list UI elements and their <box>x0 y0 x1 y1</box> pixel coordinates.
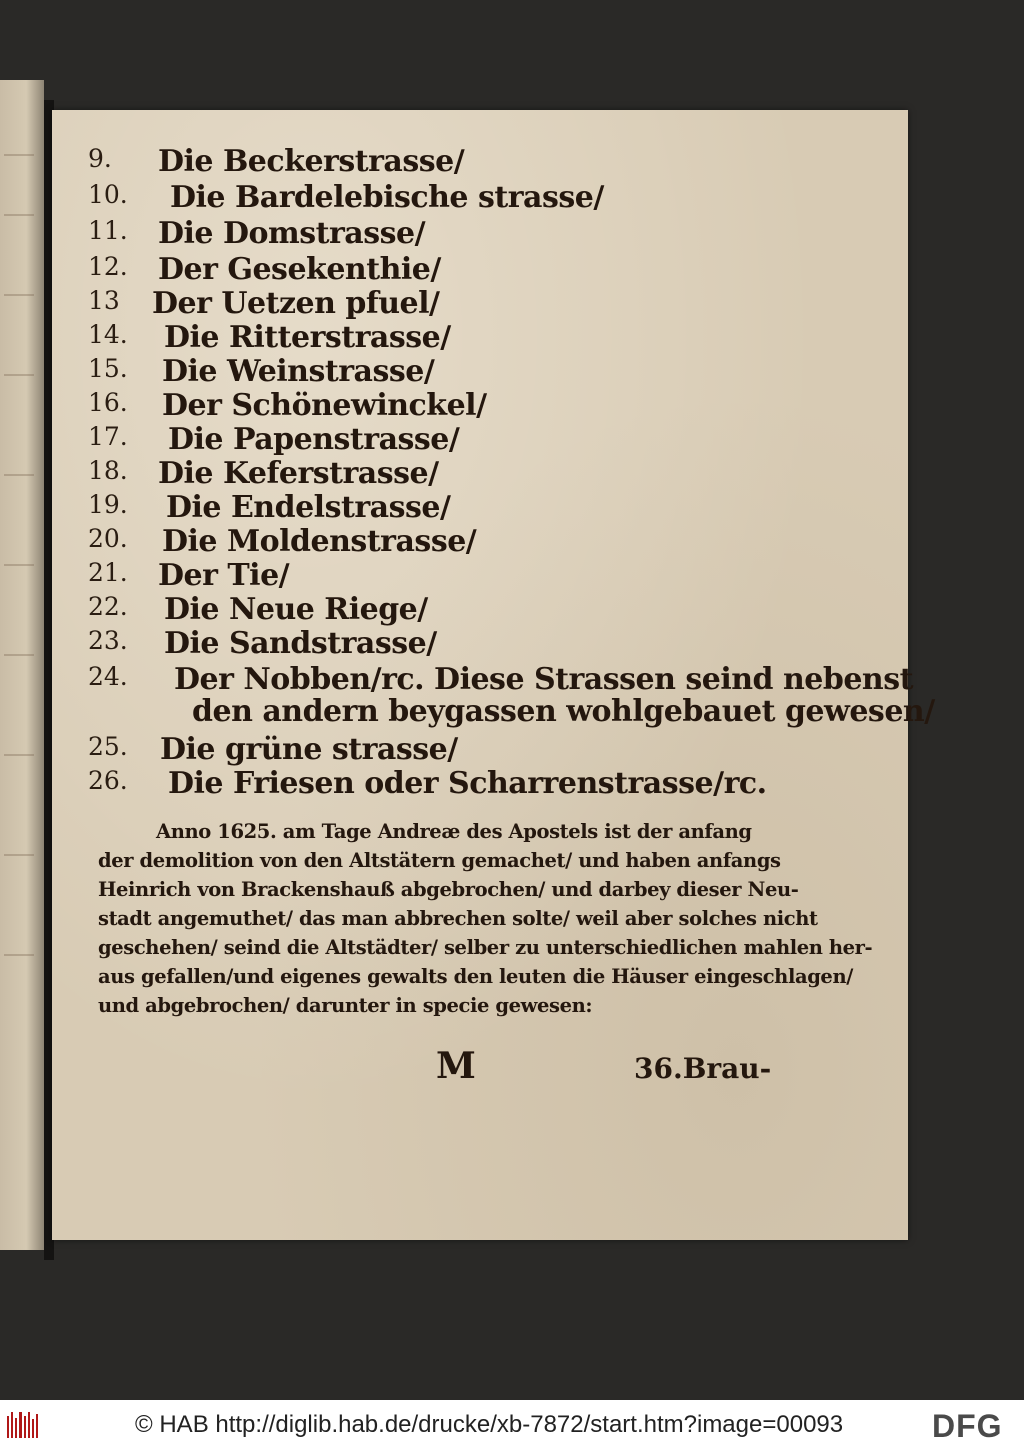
signature-mark: M <box>436 1045 476 1087</box>
item-number: 14. <box>88 320 128 349</box>
street-name: Die Bardelebische strasse/ <box>170 180 604 215</box>
ghost-text <box>4 200 34 216</box>
street-name: Der Gesekenthie/ <box>158 252 441 287</box>
ghost-text <box>4 360 34 376</box>
item-number: 26. <box>88 766 128 795</box>
paragraph-line: geschehen/ seind die Altstädter/ selber zu unterschiedlichen mahlen her- <box>98 936 873 959</box>
ghost-text <box>4 640 34 656</box>
book-page <box>52 110 913 1240</box>
item-number: 10. <box>88 180 128 209</box>
paragraph-line: der demolition von den Altstätern gemachet/ und haben anfangs <box>98 849 781 872</box>
item-number: 12. <box>88 252 128 281</box>
item-number: 9. <box>88 144 112 173</box>
ghost-text <box>4 740 34 756</box>
ghost-text <box>4 460 34 476</box>
hab-barcode-logo-icon <box>6 1410 40 1440</box>
paragraph-line: Anno 1625. am Tage Andreæ des Apostels ist der anfang <box>156 820 752 843</box>
street-name: Die Moldenstrasse/ <box>162 524 477 559</box>
street-name: Der Schönewinckel/ <box>162 388 487 423</box>
item-number: 23. <box>88 626 128 655</box>
item-number: 15. <box>88 354 128 383</box>
ghost-text <box>4 840 34 856</box>
item-number: 22. <box>88 592 128 621</box>
street-name: Der Nobben/rc. Diese Strassen seind nebenst <box>174 662 913 697</box>
paragraph-line: stadt angemuthet/ das man abbrechen solte/ weil aber solches nicht <box>98 907 818 930</box>
street-name: Die Endelstrasse/ <box>166 490 451 525</box>
street-name: Die Ritterstrasse/ <box>164 320 451 355</box>
body-paragraph <box>98 820 873 1023</box>
item-number: 13 <box>88 286 120 315</box>
item-number: 18. <box>88 456 128 485</box>
item-number: 21. <box>88 558 128 587</box>
street-name: Die Neue Riege/ <box>164 592 428 627</box>
paragraph-line: und abgebrochen/ darunter in specie gewesen: <box>98 994 593 1017</box>
item-number: 20. <box>88 524 128 553</box>
street-name: Die grüne strasse/ <box>160 732 458 767</box>
street-name: Die Papenstrasse/ <box>168 422 460 457</box>
item-number: 25. <box>88 732 128 761</box>
ghost-text <box>4 940 34 956</box>
street-name: Die Keferstrasse/ <box>158 456 439 491</box>
ghost-text <box>4 140 34 156</box>
item-number: 16. <box>88 388 128 417</box>
street-name: Die Sandstrasse/ <box>164 626 437 661</box>
street-name: Die Weinstrasse/ <box>162 354 435 389</box>
dfg-logo: DFG <box>932 1408 1003 1444</box>
catchword: 36.Brau- <box>634 1052 772 1085</box>
street-name: Die Friesen oder Scharrenstrasse/rc. <box>168 766 767 801</box>
item-number: 24. <box>88 662 128 691</box>
paragraph-line: aus gefallen/und eigenes gewalts den leuten die Häuser eingeschlagen/ <box>98 965 853 988</box>
ghost-text <box>4 280 34 296</box>
previous-page-edge <box>0 80 44 1250</box>
item-number: 11. <box>88 216 128 245</box>
street-name: Die Beckerstrasse/ <box>158 144 465 179</box>
ghost-text <box>4 550 34 566</box>
list-item-24-continuation: den andern beygassen wohlgebauet gewesen/ <box>192 694 935 729</box>
footer-bar <box>0 1400 1024 1450</box>
street-name: Der Tie/ <box>158 558 290 593</box>
paragraph-line: Heinrich von Brackenshauß abgebrochen/ und darbey dieser Neu- <box>98 878 799 901</box>
street-name: Die Domstrasse/ <box>158 216 426 251</box>
item-number: 19. <box>88 490 128 519</box>
item-number: 17. <box>88 422 128 451</box>
copyright-link[interactable]: © HAB http://diglib.hab.de/drucke/xb-7872/start.htm?image=00093 <box>135 1411 844 1438</box>
street-name: Der Uetzen pfuel/ <box>152 286 440 321</box>
